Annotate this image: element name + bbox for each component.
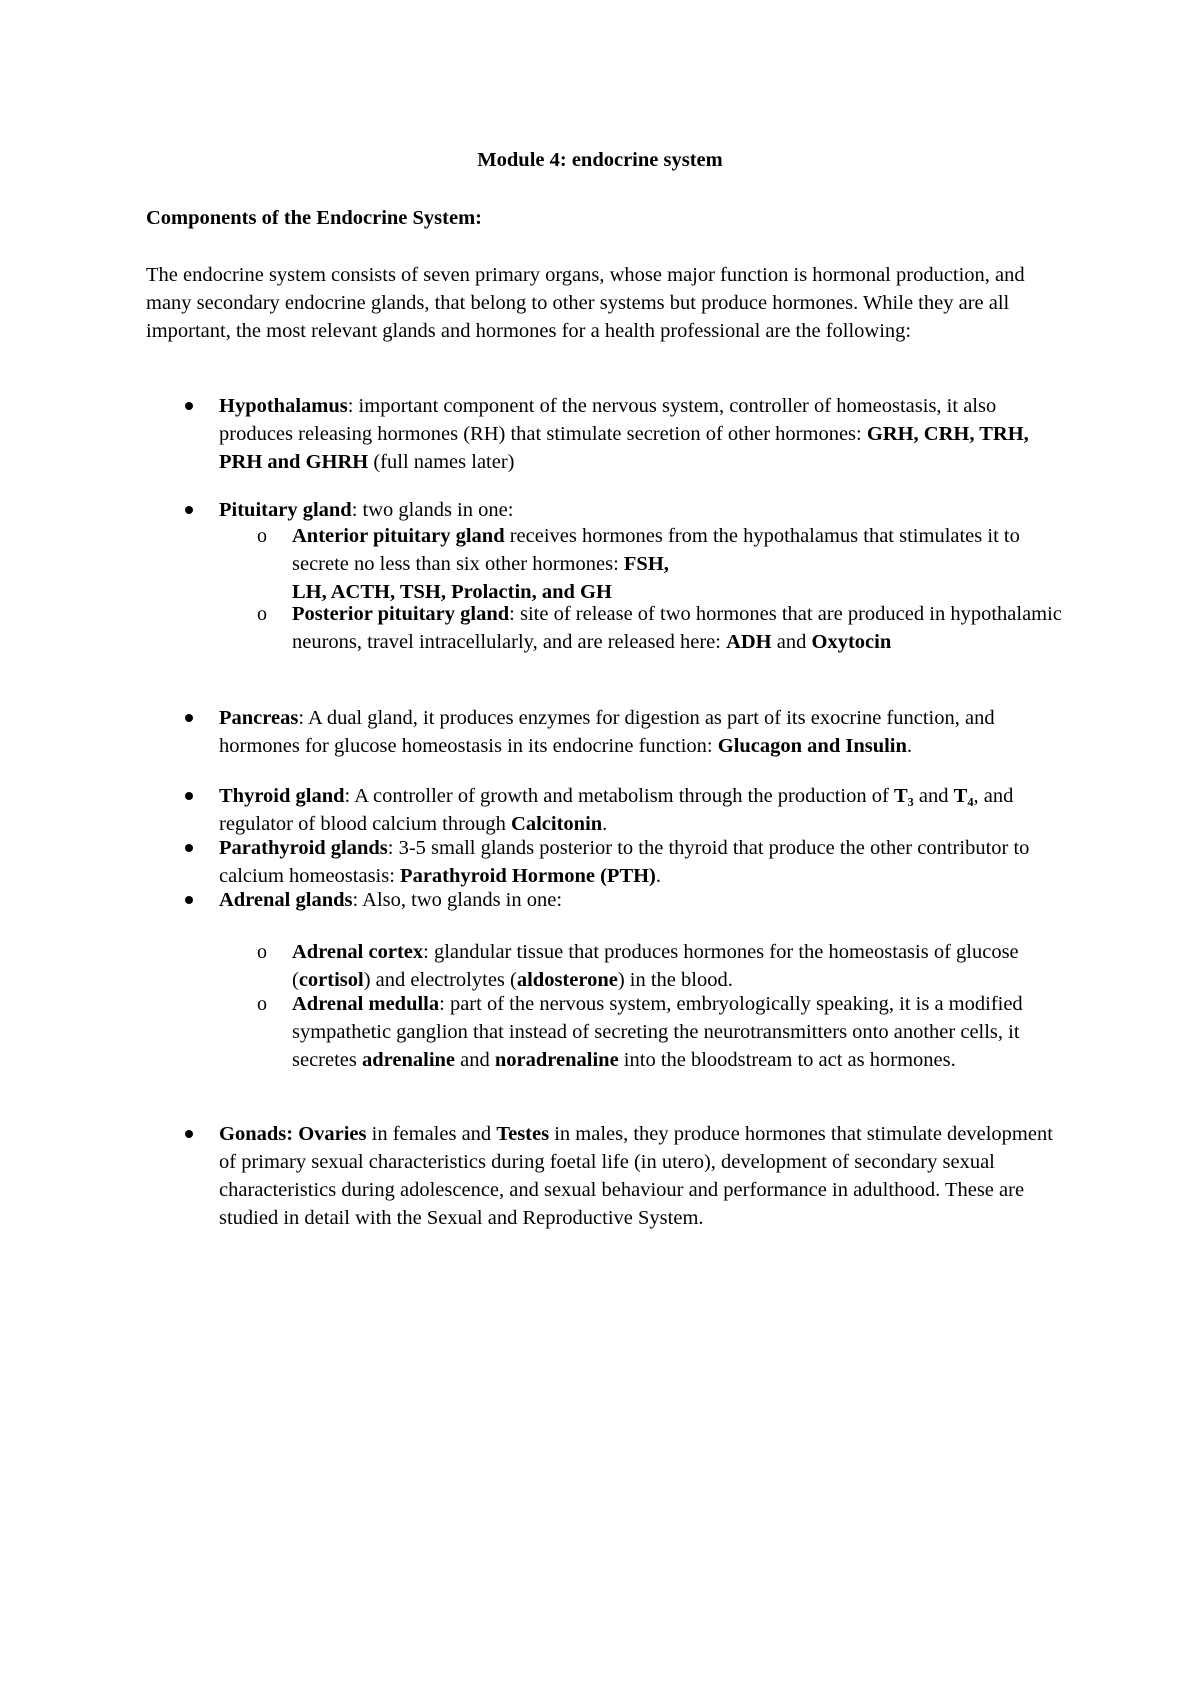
item-bold: Glucagon and Insulin bbox=[717, 735, 907, 757]
item-text: : part of the nervous system, embryologically speaking, it is a modified sympathetic ganglion that instead of secreting the neurotransmitters onto another cells, it bbox=[292, 993, 1023, 1043]
sub-item-adrenal-medulla bbox=[257, 990, 1062, 1074]
item-text: . bbox=[602, 813, 608, 835]
term-adrenal: Adrenal glands bbox=[219, 889, 353, 911]
bullet-icon bbox=[185, 402, 193, 410]
item-bold: ADH bbox=[726, 631, 772, 653]
item-text: into the bloodstream to act as hormones. bbox=[618, 1049, 956, 1071]
term-pituitary: Pituitary gland bbox=[219, 499, 352, 521]
item-bold: LH, ACTH, TSH, Prolactin, and GH bbox=[292, 581, 612, 603]
item-text: . bbox=[655, 865, 662, 887]
sub-item-posterior-pituitary bbox=[257, 600, 1062, 656]
sub-bullet-icon: o bbox=[257, 941, 267, 963]
item-text: and bbox=[771, 631, 812, 653]
term-hypothalamus: Hypothalamus bbox=[219, 395, 348, 417]
item-text: : two glands in one: bbox=[351, 499, 514, 521]
item-bold: T₄ bbox=[953, 785, 974, 807]
list-item-pituitary bbox=[219, 496, 1069, 524]
item-text: ) and electrolytes ( bbox=[363, 969, 517, 991]
item-bold: Parathyroid Hormone (PTH) bbox=[400, 865, 656, 887]
item-text: and bbox=[455, 1049, 495, 1071]
item-bold: Testes bbox=[496, 1123, 550, 1145]
item-text: (full names later) bbox=[368, 451, 515, 473]
list-item-pancreas bbox=[219, 704, 1069, 760]
item-text: in males, they produce hormones that stimulate development of primary sexual characteristics during foetal life (in utero), development of secondary sexual characteristics during adolescence, and sexual behaviour and performance in adulthood. These are studied in detail with the Sexual and Reproductive System. bbox=[219, 1123, 1053, 1229]
bullet-icon bbox=[185, 792, 193, 800]
item-bold: Ovaries bbox=[298, 1123, 367, 1145]
term-anterior-pituitary: Anterior pituitary gland bbox=[292, 525, 505, 547]
item-text: : 3-5 small glands posterior to the thyroid that produce the other contributor to calcium homeostasis: bbox=[219, 837, 1030, 887]
item-text: : A controller of growth and metabolism through the production of bbox=[344, 785, 894, 807]
sub-bullet-icon: o bbox=[257, 525, 267, 547]
item-bold: GRH, CRH, TRH, PRH and GHRH bbox=[219, 423, 1029, 473]
list-item-parathyroid bbox=[219, 834, 1069, 890]
item-text: : glandular tissue that produces hormones for the homeostasis of glucose ( bbox=[292, 941, 1019, 991]
intro-paragraph: The endocrine system consists of seven primary organs, whose major function is hormonal production, and many secondary endocrine glands, that belong to other systems but produce hormones. While they are all important, the most relevant glands and hormones for a health professional are the following: bbox=[146, 264, 1025, 342]
item-bold: noradrenaline bbox=[494, 1049, 619, 1071]
item-text: : Also, two glands in one: bbox=[352, 889, 563, 911]
bullet-icon bbox=[185, 506, 193, 514]
item-bold: adrenaline bbox=[362, 1049, 456, 1071]
term-pancreas: Pancreas bbox=[219, 707, 299, 729]
item-bold: T₃ bbox=[893, 785, 914, 807]
bullet-icon bbox=[185, 844, 193, 852]
term-posterior-pituitary: Posterior pituitary gland bbox=[292, 603, 510, 625]
term-gonads: Gonads: bbox=[219, 1123, 299, 1145]
item-bold: cortisol bbox=[298, 969, 364, 991]
term-thyroid: Thyroid gland bbox=[219, 785, 345, 807]
item-text: : A dual gland, it produces enzymes for digestion as part of its exocrine function, and hormones for glucose homeostasis in its endocrine function: bbox=[219, 707, 995, 757]
list-item-thyroid bbox=[219, 782, 1069, 838]
item-text: : important component of the nervous system, controller of homeostasis, it also produces releasing hormones (RH) that stimulate secretion of other hormones: bbox=[219, 395, 997, 445]
sub-bullet-icon: o bbox=[257, 993, 267, 1015]
sub-item-anterior-pituitary bbox=[257, 522, 1062, 606]
item-text: , and regulator of blood calcium through bbox=[219, 785, 1014, 835]
term-adrenal-cortex: Adrenal cortex bbox=[292, 941, 424, 963]
sub-bullet-icon: o bbox=[257, 603, 267, 625]
item-bold: Oxytocin bbox=[811, 631, 892, 653]
bullet-icon bbox=[185, 1130, 193, 1138]
item-text: and bbox=[913, 785, 954, 807]
section-heading: Components of the Endocrine System: bbox=[146, 207, 482, 229]
item-text: receives hormones from the hypothalamus that stimulates it to secrete no less than six other hormones: bbox=[292, 525, 1020, 575]
term-adrenal-medulla: Adrenal medulla bbox=[292, 993, 440, 1015]
item-text: secretes bbox=[292, 1049, 362, 1071]
item-bold: FSH, bbox=[623, 553, 669, 575]
bullet-icon bbox=[185, 896, 193, 904]
item-text: : site of release of two hormones that are produced in hypothalamic neurons, travel intracellularly, and are released here: bbox=[292, 603, 1062, 653]
list-item-adrenal bbox=[219, 886, 1069, 914]
item-text: in females and bbox=[366, 1123, 497, 1145]
item-text: ) in the blood. bbox=[617, 969, 733, 991]
item-bold: Calcitonin bbox=[511, 813, 603, 835]
bullet-icon bbox=[185, 714, 193, 722]
document-title: Module 4: endocrine system bbox=[477, 149, 723, 171]
list-item-hypothalamus bbox=[219, 392, 1069, 476]
list-item-gonads bbox=[219, 1120, 1069, 1232]
sub-item-adrenal-cortex bbox=[257, 938, 1062, 994]
term-parathyroid: Parathyroid glands bbox=[219, 837, 388, 859]
item-bold: aldosterone bbox=[516, 969, 618, 991]
item-text: . bbox=[906, 735, 913, 757]
